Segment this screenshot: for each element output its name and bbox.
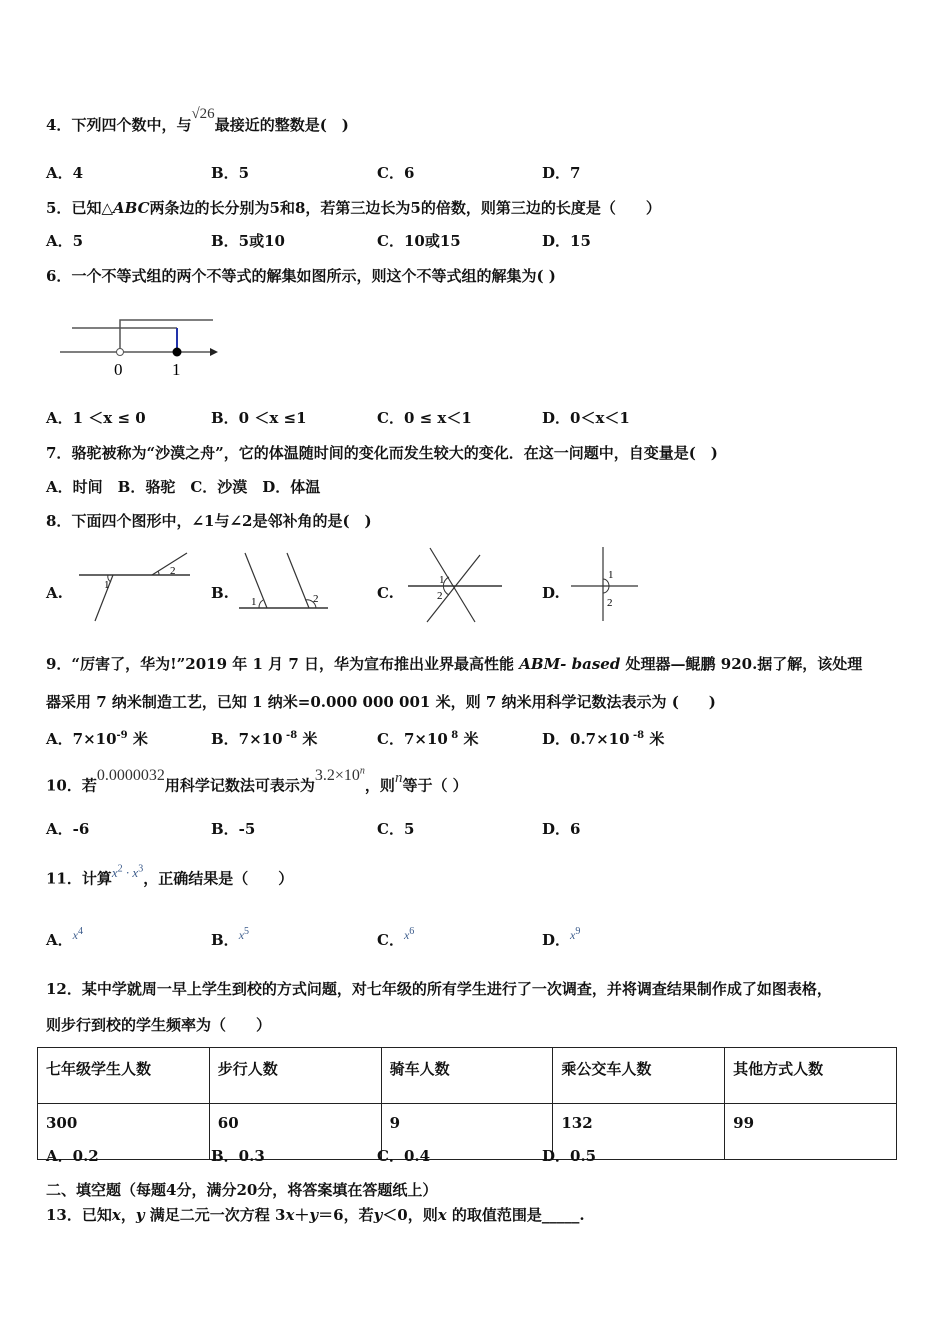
q11-option-d: [542, 928, 580, 951]
exponent: 9: [575, 926, 581, 937]
table-row: [38, 1104, 897, 1160]
question-8: [46, 511, 372, 531]
q-num: 8．: [46, 512, 72, 530]
q-stem: 两条边的长分别为5和8，若第三边长为5的倍数，则第三边的长度是（ ）: [149, 199, 661, 217]
angle-1-label: 1: [439, 574, 445, 586]
math-var: x: [111, 865, 118, 881]
q4-option-c: C．6: [377, 164, 415, 182]
number-line-figure: [60, 312, 230, 382]
exponent: n: [359, 766, 365, 777]
abm-term: ABM- based: [519, 655, 621, 673]
q6-option-c: C．0 ≤ x＜1: [377, 409, 472, 427]
unit: 米: [297, 730, 318, 748]
question-13: [46, 1205, 585, 1225]
question-7: [46, 443, 718, 463]
table-cell: 132: [553, 1104, 725, 1160]
exponent: 3: [138, 864, 144, 875]
q11-option-c: [377, 928, 414, 951]
math-value: 0.0000032: [96, 767, 165, 785]
q10-option-d: D．6: [542, 820, 581, 838]
unit: 米: [644, 730, 665, 748]
q6-option-d: D．0＜x＜1: [542, 409, 630, 427]
angle-1-label: 1: [608, 569, 614, 581]
q10-option-a: A．-6: [46, 820, 90, 838]
answer-blank: 的取值范围是_____.: [446, 1206, 585, 1224]
math-value: 3.2×10: [314, 767, 360, 785]
angle-1-label: 1: [251, 596, 257, 608]
q-num: 10．若: [46, 776, 97, 795]
q-stem: ，正确结果是（ ）: [143, 869, 294, 888]
exponent: 8: [447, 730, 459, 741]
q-stem: 最接近的整数是( ): [214, 116, 349, 134]
solution-bracket-1: [120, 320, 213, 352]
math-var: n: [394, 770, 403, 787]
q-stem: 下列四个数中，与: [71, 116, 192, 134]
q-stem: ，: [120, 1206, 136, 1224]
q-stem: 骆驼被称为“沙漠之舟”，它的体温随时间的变化而发生较大的变化．在这一问题中，自变量是( ): [71, 444, 718, 462]
q-stem: 处理器—鲲鹏 920.据了解，该处理: [620, 655, 863, 673]
q4-option-a: A．4: [46, 164, 84, 182]
q-stem: 13．已知: [46, 1206, 112, 1224]
q12-option-b: B．0.3: [211, 1147, 265, 1165]
opt-text: C．7×10: [377, 730, 448, 748]
label-1: 1: [172, 360, 181, 379]
math-var: · x: [122, 865, 139, 881]
angle-2-label: 2: [607, 597, 613, 609]
unit: 米: [127, 730, 148, 748]
math-var: x: [437, 1206, 447, 1224]
math-var: y: [373, 1206, 383, 1224]
q5-option-d: D．15: [542, 232, 591, 250]
label-0: 0: [114, 360, 123, 379]
table-header-row: [38, 1048, 897, 1104]
q-num: 11．计算: [46, 869, 112, 888]
opt-letter: D．: [542, 931, 571, 949]
q-stem: ＝6，若: [318, 1206, 374, 1224]
table-cell: 9: [381, 1104, 553, 1160]
question-12-line2: 则步行到校的学生频率为（ ）: [46, 1016, 272, 1034]
q7-options: A．时间 B．骆驼 C．沙漠 D．体温: [46, 478, 321, 496]
q10-option-b: B．-5: [211, 820, 256, 838]
q6-option-a: A．1 ＜x ≤ 0: [46, 409, 146, 427]
figure-b: [235, 545, 335, 625]
q10-option-c: C．5: [377, 820, 415, 838]
arrow-icon: [210, 348, 218, 356]
angle-2-label: 2: [437, 590, 443, 602]
q9-option-c: [377, 726, 479, 749]
exponent: -8: [629, 730, 645, 741]
table-header: 其他方式人数: [725, 1048, 897, 1104]
q11-option-b: [211, 928, 249, 951]
q-stem: 下面四个图形中，∠1与∠2是邻补角的是( ): [71, 512, 372, 530]
exponent: 5: [244, 926, 250, 937]
q-stem: 满足二元一次方程 3: [144, 1206, 286, 1224]
q-num: 5．: [46, 199, 72, 217]
q8-option-d: D.: [542, 584, 560, 602]
exponent: 6: [409, 926, 415, 937]
table-header: 乘公交车人数: [553, 1048, 725, 1104]
q-stem: 等于（ ）: [402, 776, 468, 795]
q9-option-a: [46, 726, 148, 749]
q-stem: 已知△: [71, 199, 113, 217]
opt-letter: A．: [46, 931, 73, 949]
question-5: [46, 198, 661, 218]
q12-option-a: A．0.2: [46, 1147, 99, 1165]
q12-option-d: D．0.5: [542, 1147, 597, 1165]
unit: 米: [458, 730, 479, 748]
q-num: 7．: [46, 444, 72, 462]
triangle-name: ABC: [112, 199, 150, 217]
q-stem: ，则: [364, 776, 395, 795]
opt-letter: B．: [211, 931, 239, 949]
question-9: [46, 654, 862, 674]
q-num: 4．: [46, 116, 72, 134]
exponent: -9: [116, 730, 128, 741]
table-cell: 300: [38, 1104, 210, 1160]
figure-a: [75, 545, 195, 625]
q5-option-c: C．10或15: [377, 232, 461, 250]
question-12: 12．某中学就周一早上学生到校的方式问题，对七年级的所有学生进行了一次调查，并将调查结果制作成了如图表格，: [46, 980, 832, 998]
table-header: 骑车人数: [381, 1048, 553, 1104]
q8-option-b: B.: [211, 584, 229, 602]
q4-option-b: B．5: [211, 164, 250, 182]
q5-option-b: B．5或10: [211, 232, 285, 250]
table-header: 步行人数: [209, 1048, 381, 1104]
q5-option-a: A．5: [46, 232, 84, 250]
q-stem: ＜0，则: [382, 1206, 438, 1224]
question-11: [46, 866, 293, 889]
radical-26: √26: [191, 106, 215, 122]
math-var: x: [285, 1206, 295, 1224]
survey-table: [37, 1047, 897, 1160]
opt-letter: C．: [377, 931, 404, 949]
question-6: [46, 266, 556, 286]
q-stem: 一个不等式组的两个不等式的解集如图所示，则这个不等式组的解集为( ): [71, 267, 556, 285]
math-var: x: [238, 928, 245, 942]
question-10: [46, 766, 468, 796]
open-point: [117, 349, 124, 356]
opt-text: A．7×10: [46, 730, 117, 748]
q-stem: ＋: [294, 1206, 310, 1224]
exponent: 2: [117, 864, 123, 875]
q11-option-a: [46, 928, 83, 951]
table-cell: 60: [209, 1104, 381, 1160]
math-var: x: [111, 1206, 121, 1224]
angle-2-label: 2: [170, 565, 176, 577]
figure-c: [405, 545, 505, 625]
q8-option-a: A.: [46, 584, 63, 602]
q-stem: 9．“厉害了，华为!”2019 年 1 月 7 日，华为宣布推出业界最高性能: [46, 655, 520, 673]
math-var: x: [403, 928, 410, 942]
q-num: 6．: [46, 267, 72, 285]
table-cell: 99: [725, 1104, 897, 1160]
section-heading: 二、填空题（每题4分，满分20分，将答案填在答题纸上）: [46, 1181, 438, 1199]
q9-option-d: [542, 726, 664, 749]
math-var: x: [72, 928, 78, 942]
math-var: y: [309, 1206, 319, 1224]
table-header: 七年级学生人数: [38, 1048, 210, 1104]
q4-option-d: D．7: [542, 164, 581, 182]
question-4: [46, 106, 349, 136]
q-stem: 用科学记数法可表示为: [164, 776, 315, 795]
figure-d: [565, 545, 645, 625]
angle-2-label: 2: [313, 593, 319, 605]
q9-option-b: [211, 726, 317, 749]
q8-option-c: C.: [377, 584, 394, 602]
opt-text: B．7×10: [211, 730, 283, 748]
q6-option-b: B．0 ＜x ≤1: [211, 409, 307, 427]
exponent: 4: [77, 926, 83, 937]
closed-point: [173, 348, 182, 357]
exponent: -8: [282, 730, 298, 741]
question-9-line2: 器采用 7 纳米制造工艺，已知 1 纳米=0.000 000 001 米，则 7 纳米用科学记数法表示为 ( ): [46, 693, 716, 711]
math-var: x: [570, 928, 576, 942]
opt-text: D．0.7×10: [542, 730, 630, 748]
math-var: y: [135, 1206, 145, 1224]
angle-1-label: 1: [104, 579, 110, 591]
q12-option-c: C．0.4: [377, 1147, 431, 1165]
